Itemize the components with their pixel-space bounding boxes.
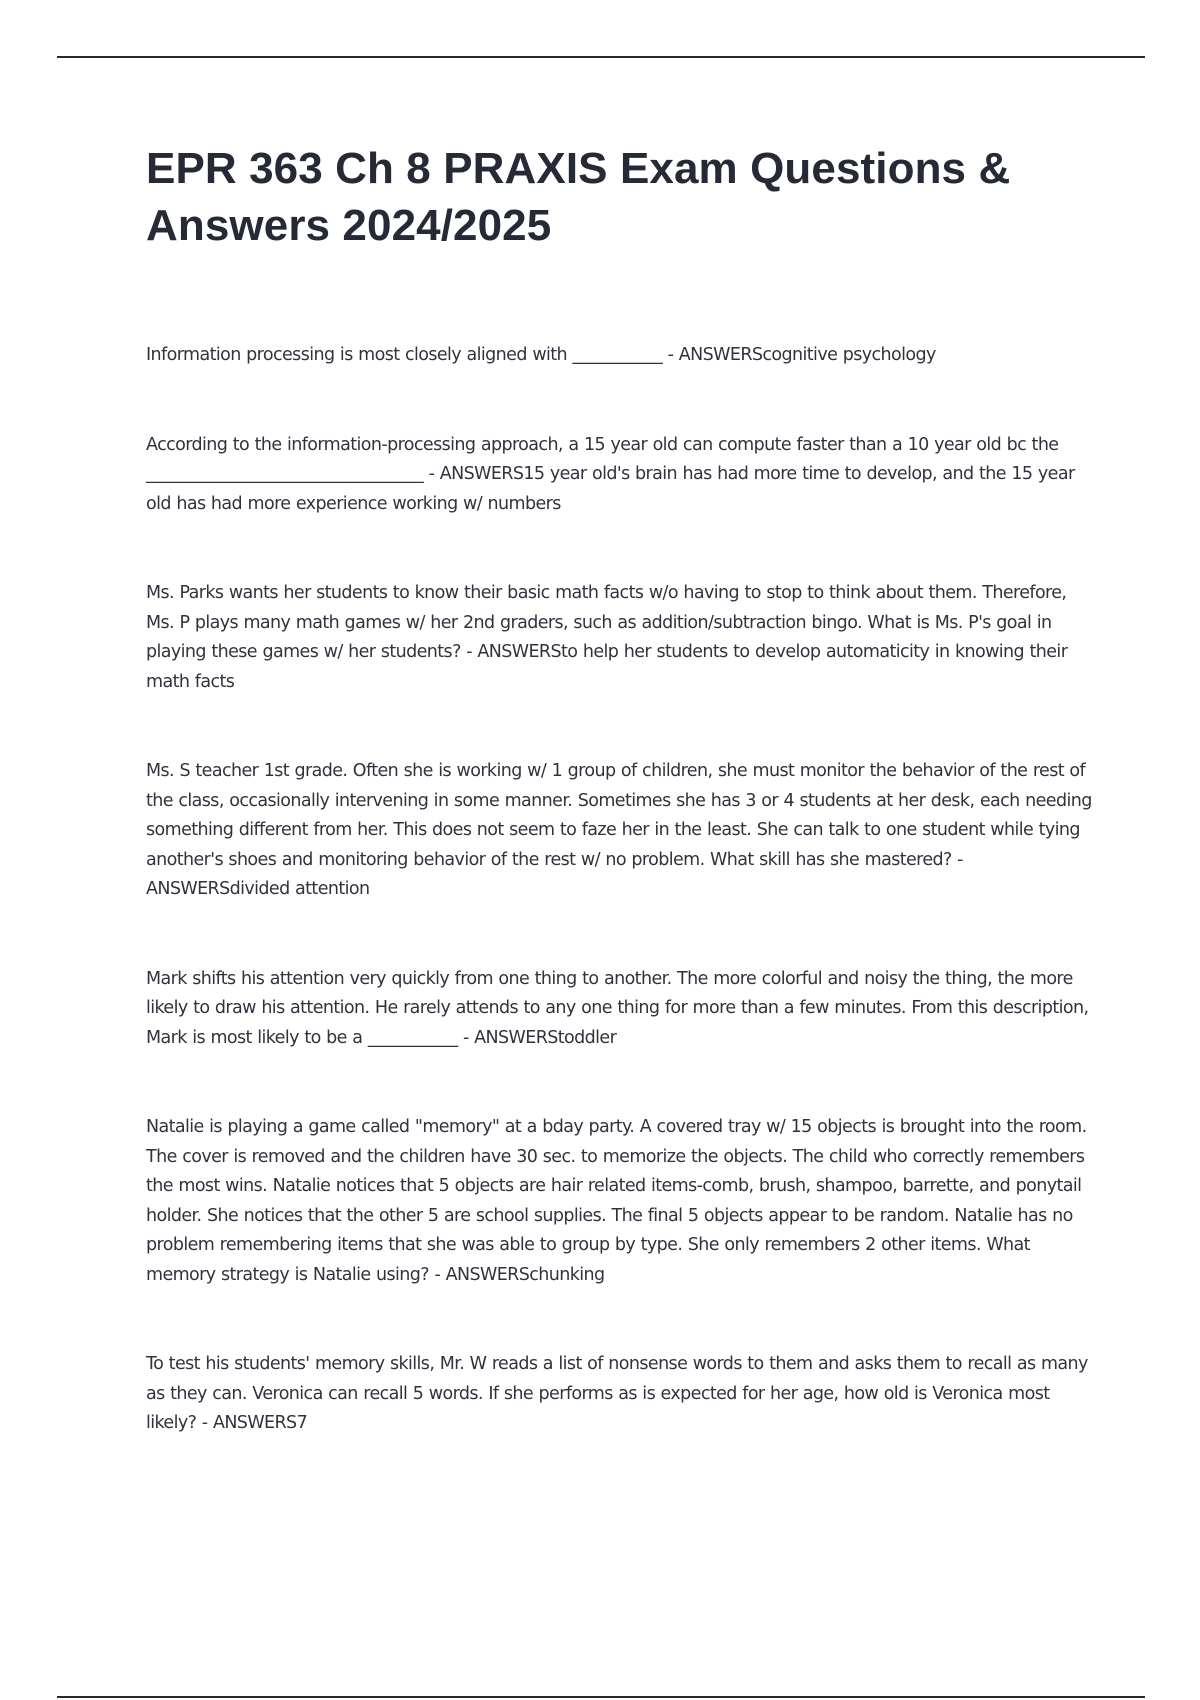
- top-divider: [57, 56, 1145, 58]
- document-title: EPR 363 Ch 8 PRAXIS Exam Questions & Answers 2024/2025: [146, 144, 1011, 250]
- question-text: According to the information-processing approach, a 15 year old can compute faster than a 10 year old bc the __________________________________ - ANSWERS: [146, 434, 1059, 484]
- bottom-divider: [57, 1696, 1145, 1698]
- answer-text: divided attention: [229, 879, 370, 899]
- qa-item: [146, 757, 1094, 905]
- answer-text: cognitive psychology: [762, 345, 936, 365]
- answer-text: toddler: [557, 1027, 617, 1048]
- answer-text: 15 year old's brain has had more time to develop, and the 15 year old has had more experience working w/ numbers: [146, 464, 1075, 514]
- answer-text: 7: [296, 1413, 308, 1433]
- question-text: Ms. Parks wants her students to know their basic math facts w/o having to stop to think about them. Therefore, Ms. P plays many math games w/ her 2nd graders, such as addition/subtraction bingo. What is Ms. P's goal in playing these games w/ her students? - ANSWERS: [146, 583, 1067, 662]
- qa-item: [146, 965, 1094, 1054]
- qa-item: [146, 1113, 1094, 1290]
- question-text: Ms. S teacher 1st grade. Often she is working w/ 1 group of children, she must monitor the behavior of the rest of the class, occasionally intervening in some manner. Sometimes she has 3 or 4 students at her desk, each needing something different from her. This does not seem to faze her in the least. She can talk to one student while tying another's shoes and monitoring behavior of the rest w/ no problem. What skill has she mastered? - ANSWERS: [146, 761, 1092, 899]
- question-text: Natalie is playing a game called "memory" at a bday party. A covered tray w/ 15 objects is brought into the room. The cover is removed and the children have 30 sec. to memorize the objects. The child who correctly remembers the most wins. Natalie notices that 5 objects are hair related items-comb, brush, shampoo, barrette, and ponytail holder. She notices that the other 5 are school supplies. The final 5 objects appear to be random. Natalie has no problem remembering items that she was able to group by type. She only remembers 2 other items. What memory strategy is Natalie using? - ANSWERS: [146, 1117, 1087, 1285]
- qa-item: [146, 341, 1094, 371]
- document-body: [146, 140, 1094, 1499]
- qa-list: [146, 341, 1094, 1439]
- answer-text: to help her students to develop automaticity in knowing their math facts: [146, 642, 1068, 692]
- qa-item: [146, 431, 1094, 520]
- question-text: Mark shifts his attention very quickly from one thing to another. The more colorful and noisy the thing, the more likely to draw his attention. He rarely attends to any one thing for more than a few minutes. From this description, Mark is most likely to be a ___________ - ANSWERS: [146, 968, 1089, 1048]
- qa-item: [146, 1350, 1094, 1439]
- qa-item: [146, 579, 1094, 697]
- question-text: Information processing is most closely aligned with ___________ - ANSWERS: [146, 345, 763, 365]
- question-text: To test his students' memory skills, Mr. W reads a list of nonsense words to them and asks them to recall as many as they can. Veronica can recall 5 words. If she performs as is expected for her age, how old is Veronica most likely? - ANSWERS: [146, 1354, 1088, 1433]
- answer-text: chunking: [529, 1264, 605, 1285]
